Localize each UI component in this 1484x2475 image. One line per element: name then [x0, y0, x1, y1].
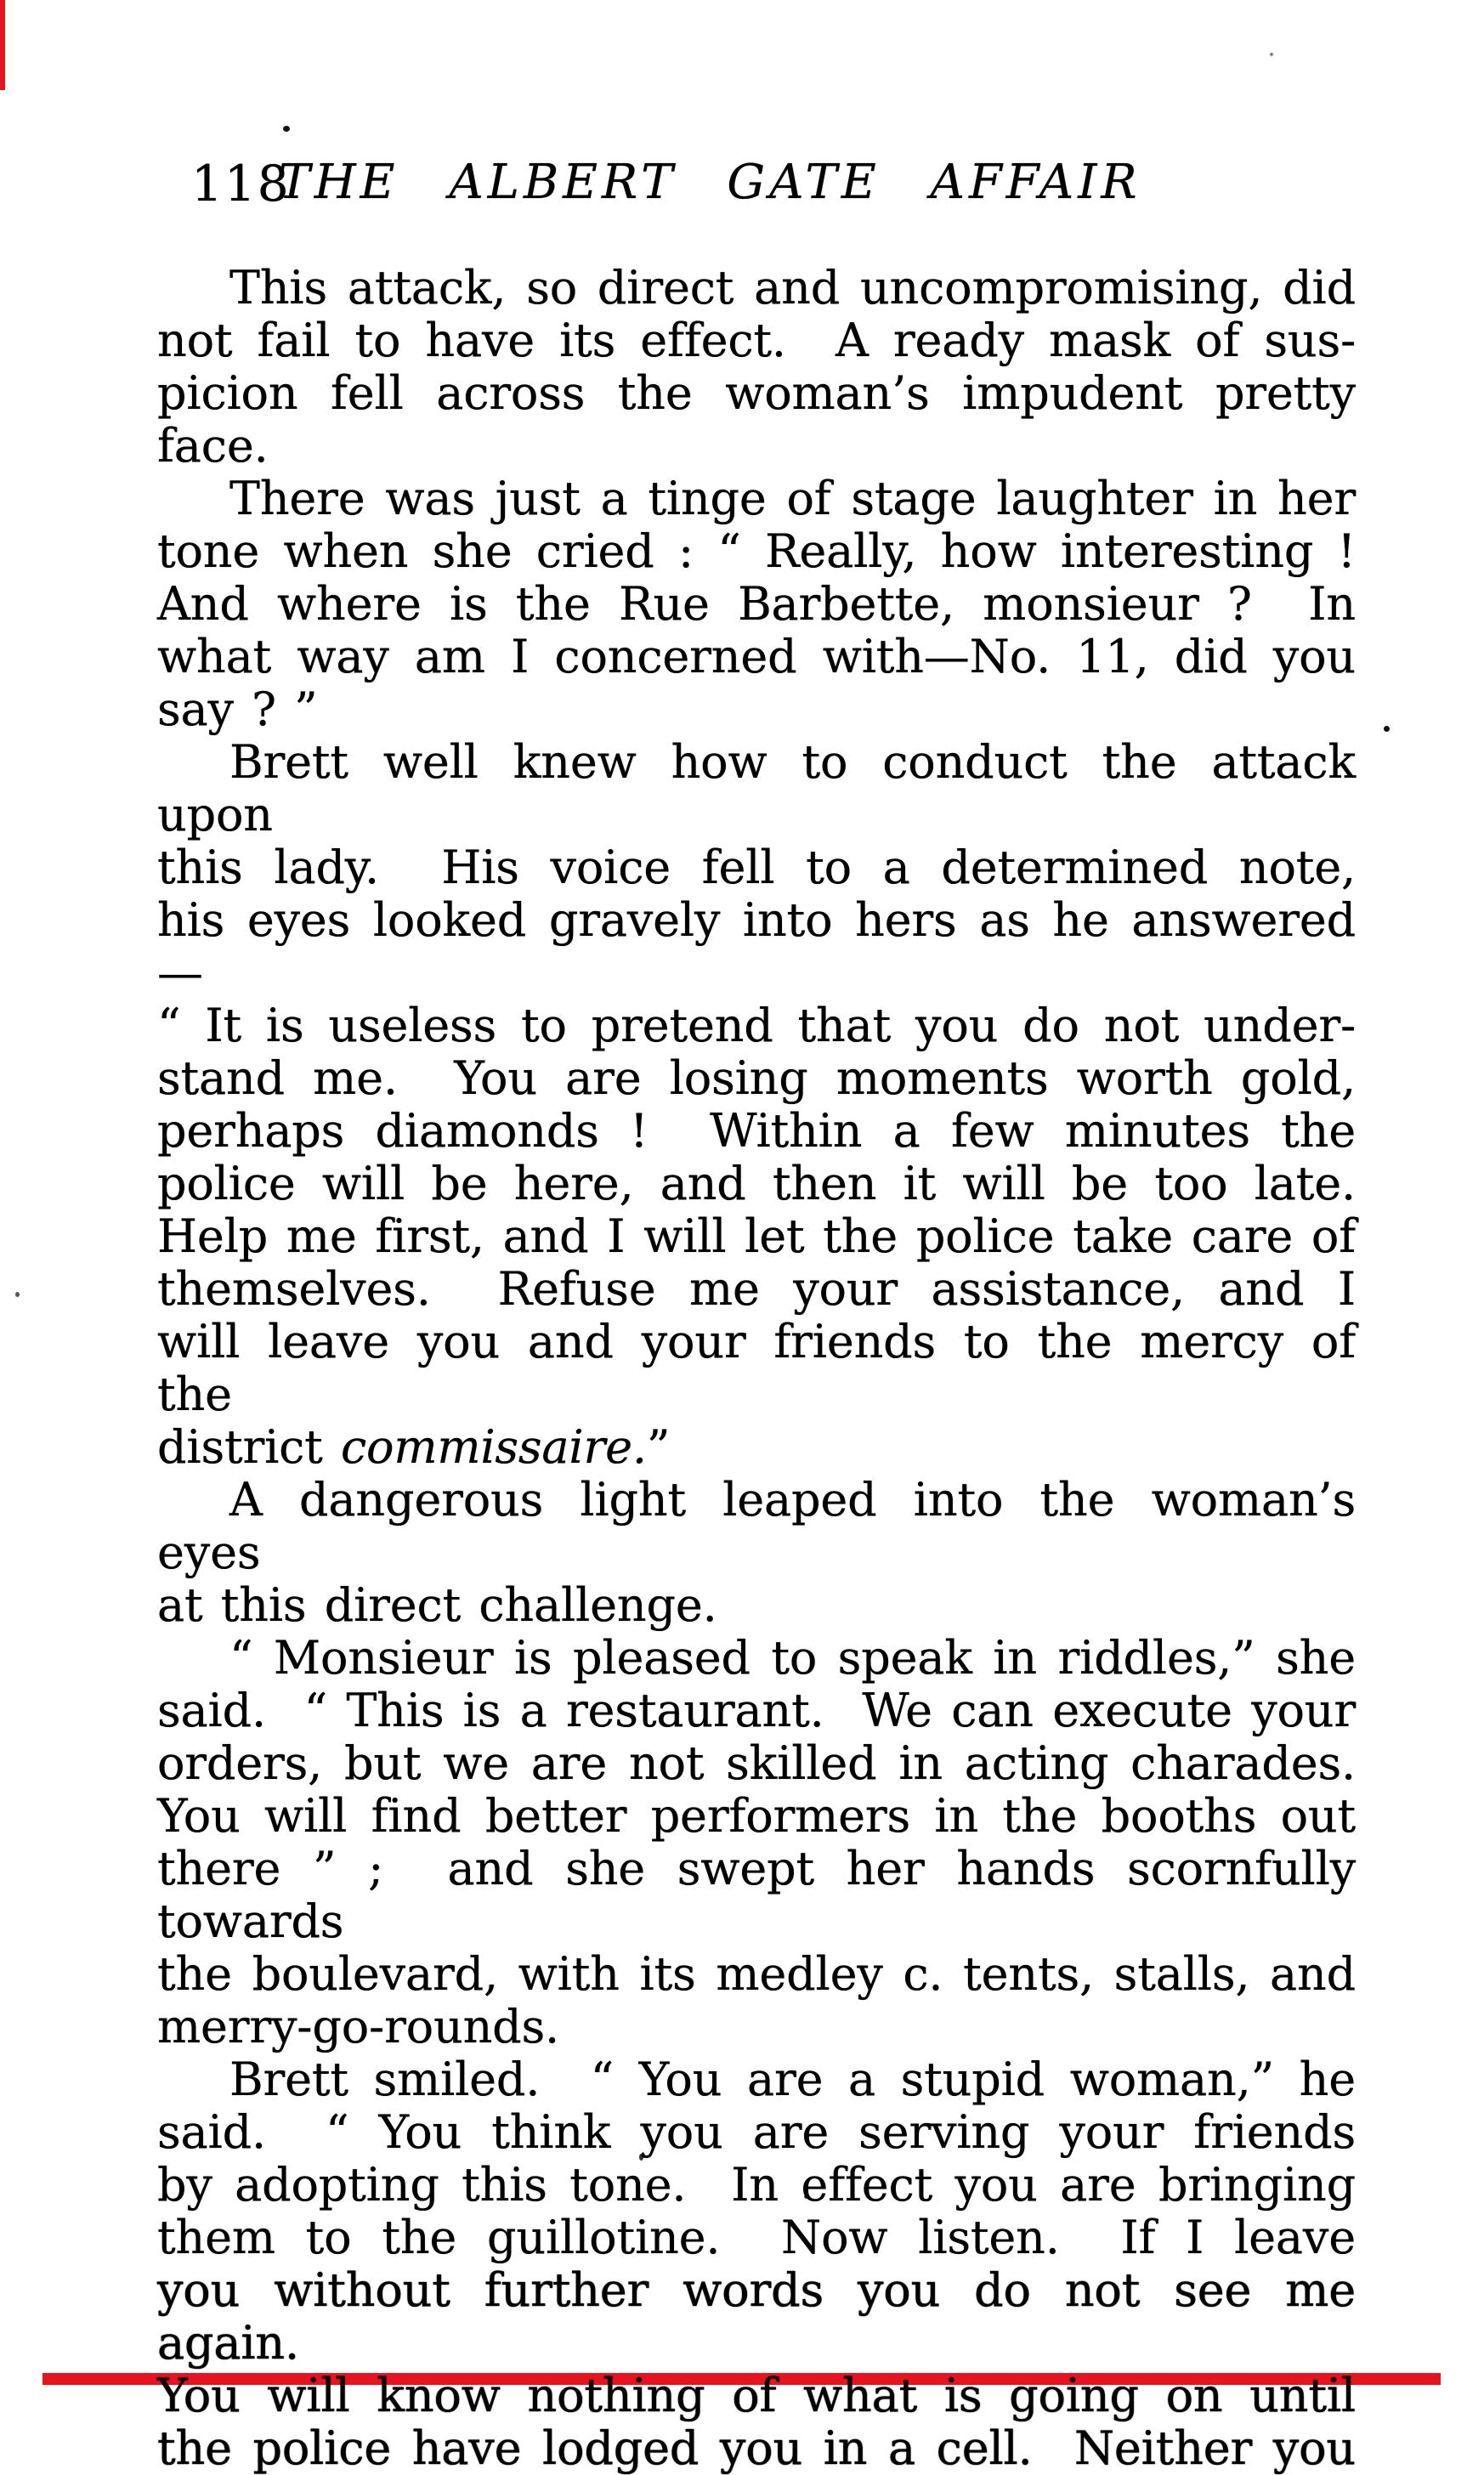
text-line: And where is the Rue Barbette, monsieur ? In: [157, 577, 1356, 631]
text-line: face.: [157, 419, 269, 473]
text-line: You will find better performers in the booths out: [157, 1789, 1356, 1843]
paragraph: [157, 1473, 1374, 1632]
text-line: Help me first, and I will let the police take care of: [157, 1209, 1356, 1263]
text-line: police will be here, and then it will be too late.: [157, 1157, 1356, 1210]
plain-text: district: [157, 1420, 341, 1474]
text-line: “ Monsieur is pleased to speak in riddles,” she: [229, 1631, 1356, 1685]
body-text: [157, 261, 1374, 2475]
text-line: said. “ You think you are serving your friends: [157, 2105, 1356, 2159]
text-line: orders, but we are not skilled in acting charades.: [157, 1736, 1356, 1790]
text-line: This attack, so direct and uncompromising, did: [229, 261, 1356, 314]
text-line: at this direct challenge.: [157, 1578, 717, 1632]
text-line: themselves. Refuse me your assistance, and I: [157, 1262, 1356, 1316]
paragraph: [157, 2053, 1374, 2475]
text-line: the boulevard, with its medley c. tents, stalls, and: [157, 1947, 1356, 2001]
paragraph: [157, 1631, 1374, 2053]
text-line: tone when she cried : “ Really, how interesting !: [157, 524, 1356, 578]
text-line: his eyes looked gravely into hers as he answered—: [157, 893, 1356, 1000]
paragraph: [157, 735, 1374, 1474]
running-title: THE ALBERT GATE AFFAIR: [278, 155, 1141, 210]
text-line: you without further words you do not see me again.: [157, 2263, 1374, 2370]
text-line: Brett smiled. “ You are a stupid woman,” he: [229, 2053, 1356, 2106]
ink-speck: [15, 1292, 20, 1297]
text-line: A dangerous light leaped into the woman’s eyes: [157, 1473, 1374, 1579]
plain-text: ”: [646, 1420, 671, 1474]
text-line: perhaps diamonds ! Within a few minutes the: [157, 1104, 1356, 1158]
text-line: by adopting this tone. In effect you are bringing: [157, 2158, 1356, 2212]
scan-edge-mark-top-left: [0, 0, 5, 90]
paragraph: [157, 262, 1356, 473]
text-line: stand me. You are losing moments worth gold,: [157, 1051, 1356, 1105]
page-header: [157, 155, 1356, 214]
text-line: this lady. His voice fell to a determined note,: [157, 841, 1356, 894]
text-line: the police have lodged you in a cell. Neither you: [157, 2421, 1356, 2475]
text-line: there ” ; and she swept her hands scornfully towards: [157, 1842, 1374, 1948]
paragraph: [157, 473, 1356, 736]
text-line: You will know nothing of what is going on until: [157, 2369, 1356, 2422]
text-line: them to the guillotine. Now listen. If I leave: [157, 2211, 1356, 2264]
ink-speck: [283, 126, 290, 132]
page-number: 118: [191, 155, 291, 212]
text-line: will leave you and your friends to the mercy of the: [157, 1315, 1374, 1421]
text-line: “ It is useless to pretend that you do not under-: [157, 999, 1356, 1052]
text-line: say ? ”: [157, 682, 318, 736]
italic-text: commissaire.: [340, 1420, 647, 1474]
text-line: what way am I concerned with—No. 11, did you: [157, 630, 1356, 683]
text-line: There was just a tinge of stage laughter in her: [229, 472, 1356, 525]
text-line: merry-go-rounds.: [157, 2000, 559, 2053]
text-line: Brett well knew how to conduct the attack upon: [157, 735, 1374, 841]
text-line: said. “ This is a restaurant. We can execute your: [157, 1684, 1356, 1737]
ink-speck: [1270, 53, 1273, 56]
text-line: not fail to have its effect. A ready mask of sus-: [157, 314, 1356, 367]
text-line: [157, 1421, 1356, 1474]
ink-speck: [1384, 726, 1390, 732]
text-line: picion fell across the woman’s impudent pretty: [157, 366, 1356, 420]
